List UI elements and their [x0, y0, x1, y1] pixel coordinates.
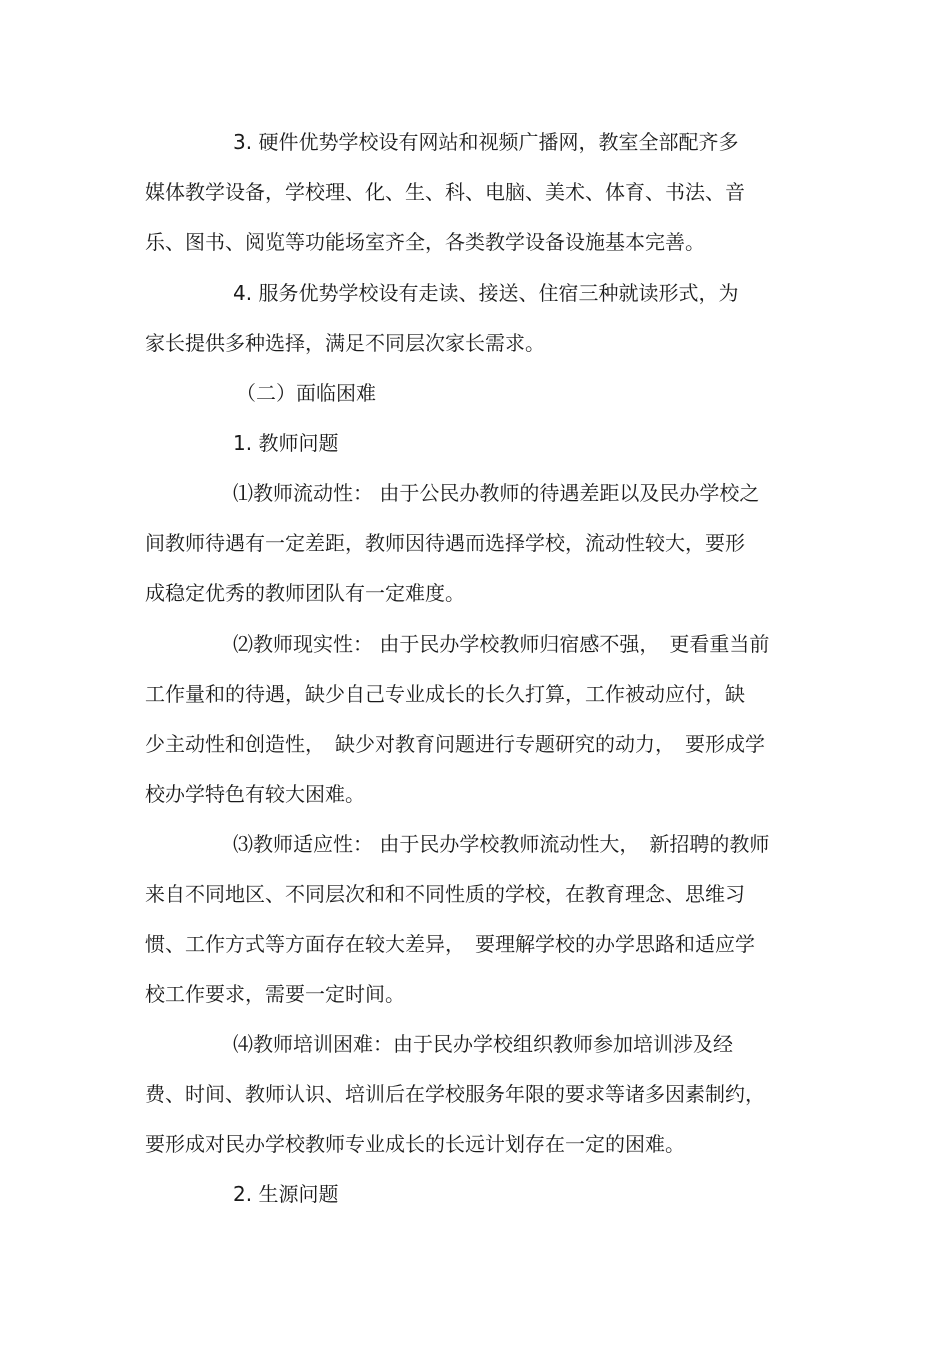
paragraph-realism-line-2: 工作量和的待遇，缺少自己专业成长的长久打算，工作被动应付，缺 [145, 682, 745, 706]
paragraph-realism-line-1: ⑵教师现实性： 由于民办学校教师归宿感不强， 更看重当前 [233, 632, 770, 656]
paragraph-mobility-line-2: 间教师待遇有一定差距，教师因待遇而选择学校，流动性较大，要形 [145, 531, 745, 555]
paragraph-mobility-line-3: 成稳定优秀的教师团队有一定难度。 [145, 581, 465, 605]
section-heading-difficulties: （二）面临困难 [236, 381, 376, 405]
paragraph-mobility-line-1: ⑴教师流动性： 由于公民办教师的待遇差距以及民办学校之 [233, 481, 760, 505]
paragraph-training-line-3: 要形成对民办学校教师专业成长的长远计划存在一定的困难。 [145, 1132, 685, 1156]
paragraph-adaptability-line-3: 惯、工作方式等方面存在较大差异， 要理解学校的办学思路和适应学 [145, 932, 755, 956]
subheading-teacher-issues: 1. 教师问题 [233, 431, 339, 455]
paragraph-realism-line-4: 校办学特色有较大困难。 [145, 782, 365, 806]
paragraph-hardware-line-1: 3. 硬件优势学校设有网站和视频广播网，教室全部配齐多 [233, 130, 739, 154]
paragraph-service-line-1: 4. 服务优势学校设有走读、接送、住宿三种就读形式，为 [233, 281, 739, 305]
paragraph-adaptability-line-4: 校工作要求，需要一定时间。 [145, 982, 405, 1006]
paragraph-service-line-2: 家长提供多种选择，满足不同层次家长需求。 [145, 331, 545, 355]
paragraph-training-line-1: ⑷教师培训困难：由于民办学校组织教师参加培训涉及经 [233, 1032, 733, 1056]
subheading-student-source-issues: 2. 生源问题 [233, 1182, 339, 1206]
paragraph-hardware-line-2: 媒体教学设备，学校理、化、生、科、电脑、美术、体育、书法、音 [145, 180, 745, 204]
paragraph-training-line-2: 费、时间、教师认识、培训后在学校服务年限的要求等诸多因素制约， [145, 1082, 765, 1106]
paragraph-hardware-line-3: 乐、图书、阅览等功能场室齐全，各类教学设备设施基本完善。 [145, 230, 705, 254]
paragraph-adaptability-line-2: 来自不同地区、不同层次和和不同性质的学校，在教育理念、思维习 [145, 882, 745, 906]
paragraph-adaptability-line-1: ⑶教师适应性： 由于民办学校教师流动性大， 新招聘的教师 [233, 832, 770, 856]
paragraph-realism-line-3: 少主动性和创造性， 缺少对教育问题进行专题研究的动力， 要形成学 [145, 732, 765, 756]
